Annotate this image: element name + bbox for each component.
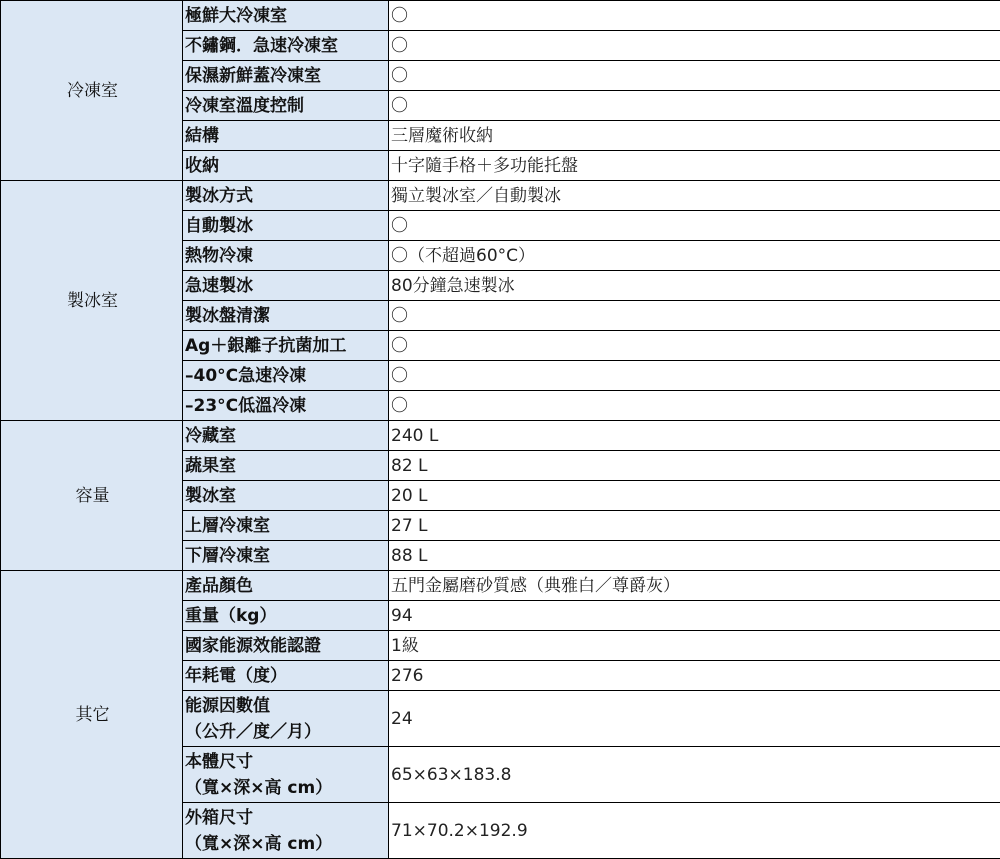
spec-label: 急速製冰 [183,271,389,301]
spec-value: 276 [389,661,1000,691]
spec-label: 結構 [183,121,389,151]
spec-value: 82 L [389,451,1000,481]
spec-label: 極鮮大冷凍室 [183,1,389,31]
spec-label: 製冰方式 [183,181,389,211]
spec-value: 65×63×183.8 [389,747,1000,803]
spec-label-line: （公升／度／月） [185,719,388,745]
spec-label: 冷藏室 [183,421,389,451]
spec-label: 不鏽鋼．急速冷凍室 [183,31,389,61]
spec-value: 〇 [389,91,1000,121]
spec-value: 〇 [389,301,1000,331]
spec-value: 24 [389,691,1000,747]
category-other: 其它 [1,571,183,859]
spec-label-line: （寬×深×高 cm） [185,831,388,857]
spec-value: 240 L [389,421,1000,451]
spec-value: 1級 [389,631,1000,661]
spec-label: 製冰室 [183,481,389,511]
category-capacity: 容量 [1,421,183,571]
spec-value: 80分鐘急速製冰 [389,271,1000,301]
spec-value: 〇 [389,361,1000,391]
spec-value: 〇 [389,391,1000,421]
spec-value: 十字隨手格＋多功能托盤 [389,151,1000,181]
spec-value: 獨立製冰室／自動製冰 [389,181,1000,211]
category-freezer: 冷凍室 [1,1,183,181]
spec-label-line: （寬×深×高 cm） [185,775,388,801]
spec-label: –23°C低溫冷凍 [183,391,389,421]
spec-label [183,803,389,859]
spec-value: 五門金屬磨砂質感（典雅白／尊爵灰） [389,571,1000,601]
spec-label-line: 本體尺寸 [185,749,388,775]
spec-label: 自動製冰 [183,211,389,241]
spec-value: 〇 [389,1,1000,31]
spec-label: 年耗電（度） [183,661,389,691]
table-row [1,1,1000,31]
spec-value: 〇 [389,31,1000,61]
spec-label: 上層冷凍室 [183,511,389,541]
spec-label [183,747,389,803]
spec-label: 重量（kg） [183,601,389,631]
spec-value: 88 L [389,541,1000,571]
spec-value: 20 L [389,481,1000,511]
spec-label: 製冰盤清潔 [183,301,389,331]
spec-label: 收納 [183,151,389,181]
spec-label: 保濕新鮮蓋冷凍室 [183,61,389,91]
table-row [1,571,1000,601]
spec-label: 下層冷凍室 [183,541,389,571]
spec-label: 產品顏色 [183,571,389,601]
spec-label-line: 外箱尺寸 [185,805,388,831]
spec-label: 熱物冷凍 [183,241,389,271]
spec-label: Ag＋銀離子抗菌加工 [183,331,389,361]
table-row [1,181,1000,211]
spec-label [183,691,389,747]
spec-value: 94 [389,601,1000,631]
spec-label: 國家能源效能認證 [183,631,389,661]
category-ice-maker: 製冰室 [1,181,183,421]
spec-value: 〇 [389,331,1000,361]
spec-value: 三層魔術收納 [389,121,1000,151]
spec-value: 〇（不超過60°C） [389,241,1000,271]
spec-value: 27 L [389,511,1000,541]
table-row [1,421,1000,451]
spec-label: –40°C急速冷凍 [183,361,389,391]
spec-value: 〇 [389,211,1000,241]
spec-value: 〇 [389,61,1000,91]
spec-label: 冷凍室溫度控制 [183,91,389,121]
spec-label: 蔬果室 [183,451,389,481]
spec-value: 71×70.2×192.9 [389,803,1000,859]
spec-label-line: 能源因數值 [185,693,388,719]
